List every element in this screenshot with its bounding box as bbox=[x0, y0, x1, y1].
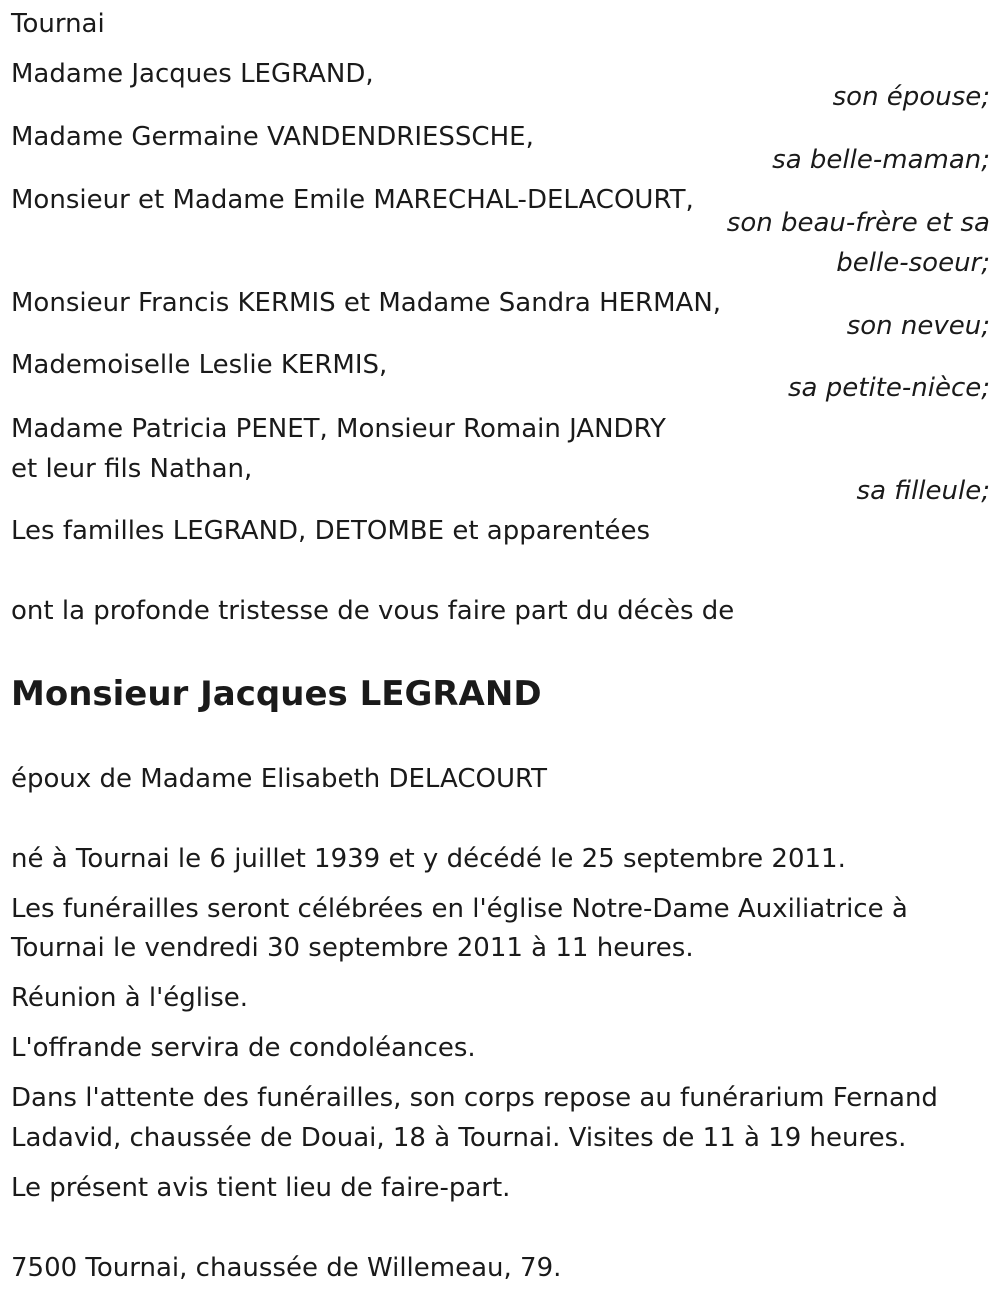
announcement-text: ont la profonde tristesse de vous faire part du décès de bbox=[11, 596, 735, 626]
mourner-name: Mademoiselle Leslie KERMIS, bbox=[11, 350, 388, 380]
birth-death-line: né à Tournai le 6 juillet 1939 et y décédé le 25 septembre 2011. bbox=[11, 844, 846, 874]
mourner-name: Madame Jacques LEGRAND, bbox=[11, 59, 374, 89]
mourner-relation: sa petite-nièce; bbox=[788, 373, 990, 403]
notice-note: Le présent avis tient lieu de faire-part. bbox=[11, 1173, 511, 1203]
address-line: 7500 Tournai, chaussée de Willemeau, 79. bbox=[11, 1253, 562, 1283]
offering-text: L'offrande servira de condoléances. bbox=[11, 1033, 476, 1063]
families-line: Les familles LEGRAND, DETOMBE et apparentées bbox=[11, 516, 650, 546]
mourner-name: Monsieur et Madame Emile MARECHAL-DELACOURT, bbox=[11, 185, 694, 215]
deceased-name: Monsieur Jacques LEGRAND bbox=[11, 674, 542, 714]
mourner-relation: son neveu; bbox=[846, 311, 990, 341]
funeral-text: Tournai le vendredi 30 septembre 2011 à 11 heures. bbox=[11, 933, 694, 963]
mourner-name: Monsieur Francis KERMIS et Madame Sandra HERMAN, bbox=[11, 288, 722, 318]
mourner-relation: sa belle-maman; bbox=[772, 145, 990, 175]
mourner-name: Madame Patricia PENET, Monsieur Romain JANDRY bbox=[11, 414, 666, 444]
funeral-text: Les funérailles seront célébrées en l'église Notre-Dame Auxiliatrice à bbox=[11, 894, 908, 924]
mourner-relation: son beau-frère et sa bbox=[726, 208, 990, 238]
wake-text: Dans l'attente des funérailles, son corps repose au funérarium Fernand bbox=[11, 1083, 938, 1113]
mourner-name: Madame Germaine VANDENDRIESSCHE, bbox=[11, 122, 534, 152]
mourner-name: et leur fils Nathan, bbox=[11, 454, 253, 484]
wake-text: Ladavid, chaussée de Douai, 18 à Tournai. Visites de 11 à 19 heures. bbox=[11, 1123, 907, 1153]
meeting-text: Réunion à l'église. bbox=[11, 983, 249, 1013]
mourner-relation: son épouse; bbox=[832, 82, 990, 112]
place-name: Tournai bbox=[11, 9, 105, 39]
mourner-relation: sa filleule; bbox=[856, 476, 990, 506]
mourner-relation: belle-soeur; bbox=[836, 248, 990, 278]
spouse-line: époux de Madame Elisabeth DELACOURT bbox=[11, 764, 548, 794]
